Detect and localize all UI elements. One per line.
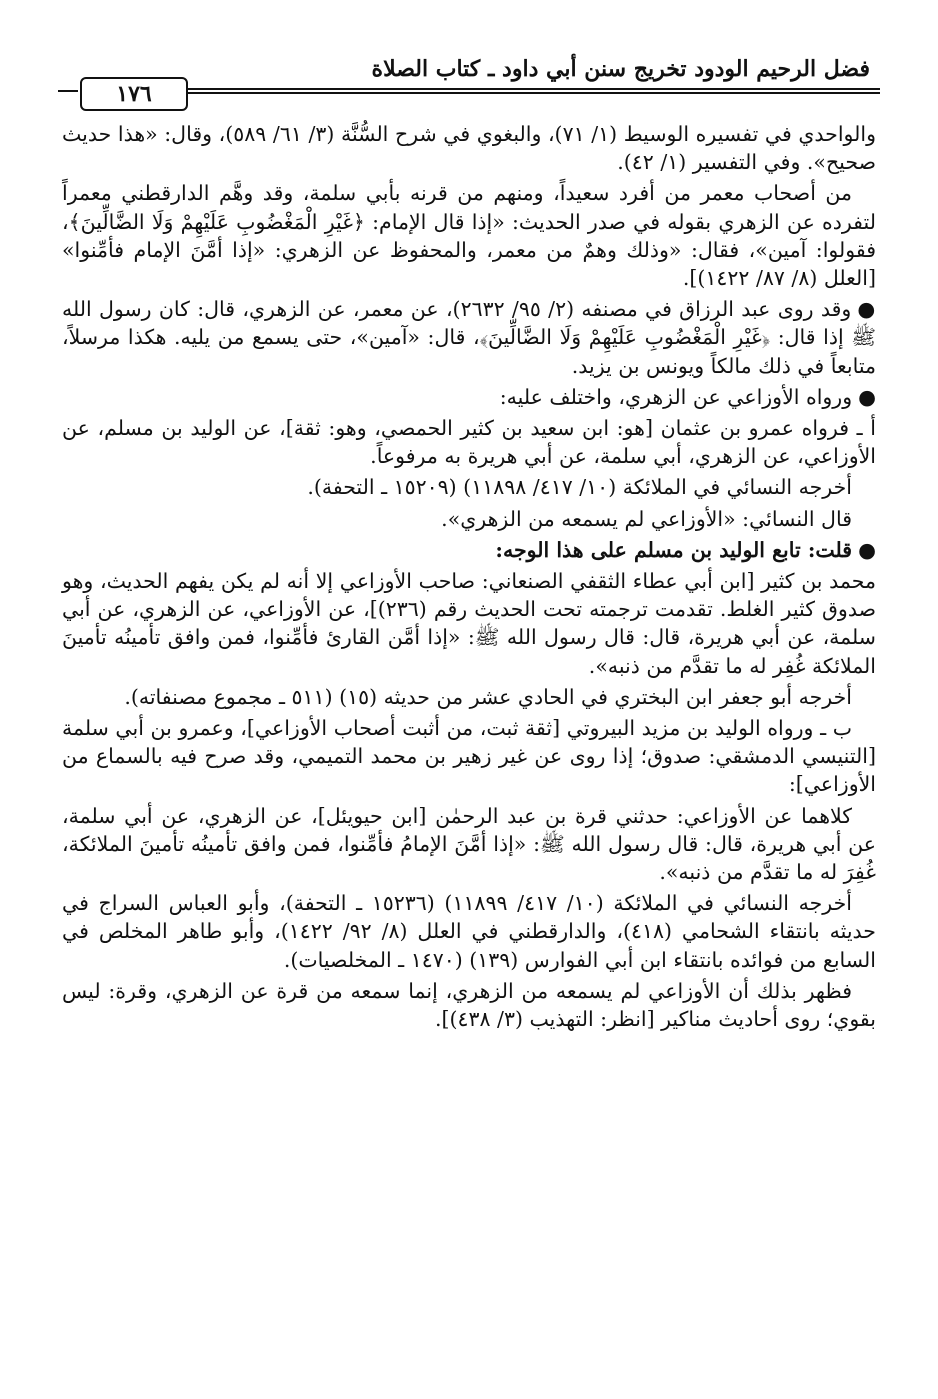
paragraph-11: ب ـ ورواه الوليد بن مزيد البيروتي [ثقة ثبت، من أثبت أصحاب الأوزاعي]، وعمرو بن أبي سلمة [التنيسي الدمشقي: صدوق؛ إذا روى عن غير زهير بن محمد التميمي، وقد صرح فيه بالسماع من الأوزاعي]:	[62, 716, 876, 797]
paragraph-5: أ ـ فرواه عمرو بن عثمان [هو: ابن سعيد بن كثير الحمصي، وهو: ثقة]، عن الوليد بن مسلم، عن الأوزاعي، عن الزهري، أبي سلمة، عن أبي هريرة به مرفوعاً.	[62, 416, 876, 469]
paragraph-1: والواحدي في تفسيره الوسيط (١/ ٧١)، والبغوي في شرح السُّنَّة (٣/ ٦١/ ٥٨٩)، وقال: «هذا حديث صحيح». وفي التفسير (١/ ٤٢).	[62, 122, 876, 175]
paragraph-8	[62, 536, 876, 564]
header-rule-left	[58, 90, 78, 92]
paragraph-12: كلاهما عن الأوزاعي: حدثني قرة بن عبد الرحمٰن [ابن حيويئل]، عن الزهري، عن أبي سلمة، عن أبي هريرة، قال: قال رسول الله ﷺ: «إذا أمَّنَ الإمامُ فأمِّنوا، فمن وافق تأمينُه تأمينَ الملائكة، غُفِرَ له ما تقدَّم من ذنبه».	[62, 803, 876, 885]
page-body	[62, 120, 876, 1370]
bullet-icon: ●	[858, 384, 876, 409]
paragraph-4	[62, 383, 876, 411]
paragraph-8-text: قلت: تابع الوليد بن مسلم على هذا الوجه:	[495, 537, 853, 562]
paragraph-7: قال النسائي: «الأوزاعي لم يسمعه من الزهري».	[441, 506, 852, 531]
page-header	[58, 54, 880, 107]
page-number-badge	[80, 77, 188, 111]
paragraph-6: أخرجه النسائي في الملائكة (١٠/ ٤١٧/ ١١٨٩٨) (١٥٢٠٩ ـ التحفة).	[307, 475, 852, 500]
bullet-icon: ●	[858, 537, 876, 562]
bullet-icon: ●	[857, 297, 876, 322]
paragraph-14: فظهر بذلك أن الأوزاعي لم يسمعه من الزهري، إنما سمعه من قرة عن الزهري، وقرة: ليس بقوي؛ روى أحاديث مناكير [انظر: التهذيب (٣/ ٤٣٨)].	[62, 978, 876, 1032]
paragraph-4-text: ورواه الأوزاعي عن الزهري، واختلف عليه:	[499, 384, 853, 409]
page-number: ١٧٦	[116, 81, 152, 107]
running-title: فضل الرحيم الودود تخريج سنن أبي داود ـ كتاب الصلاة	[371, 56, 870, 82]
paragraph-9: محمد بن كثير [ابن أبي عطاء الثقفي الصنعاني: صاحب الأوزاعي إلا أنه لم يكن يفهم الحديث، وهو صدوق كثير الغلط. تقدمت ترجمته تحت الحديث رقم (٢٣٦)]، عن الأوزاعي، عن الزهري، عن أبي سلمة، عن أبي هريرة، قال: قال رسول الله ﷺ: «إذا أمَّن القارئ فأمِّنوا، فمن وافق تأمينُه تأمينَ الملائكة غُفِر له ما تقدَّم من ذنبه».	[62, 569, 876, 678]
header-rule	[183, 88, 880, 90]
header-rule-double	[183, 92, 880, 94]
paragraph-2: من أصحاب معمر من أفرد سعيداً، ومنهم من قرنه بأبي سلمة، وقد وهَّم الدارقطني معمراً لتفرده عن الزهري بقوله في صدر الحديث: «إذا قال الإمام: ﴿غَيْرِ الْمَغْضُوبِ عَلَيْهِمْ وَلَا الضَّالِّينَ﴾، فقولوا: آمين»، فقال: «وذلك وهمٌ من معمر، والمحفوظ عن الزهري: «إذا أمَّنَ الإمام فأمِّنوا» [العلل (٨/ ٨٧/ ١٤٢٢)].	[62, 181, 876, 291]
paragraph-3	[62, 295, 876, 380]
paragraph-13: أخرجه النسائي في الملائكة (١٠/ ٤١٧/ ١١٨٩٩) (١٥٢٣٦ ـ التحفة)، وأبو العباس السراج في حديثه بانتقاء الشحامي (٤١٨)، والدارقطني في العلل (٨/ ٩٢/ ١٤٢٢)، وأبو طاهر المخلص في السابع من فوائده بانتقاء ابن أبي الفوارس (١٣٩) (١٤٧٠ ـ المخلصيات).	[62, 891, 876, 972]
paragraph-10: أخرجه أبو جعفر ابن البختري في الحادي عشر من حديثه (١٥) (٥١١ ـ مجموع مصنفاته).	[124, 684, 852, 709]
paragraph-3-text: وقد روى عبد الرزاق في مصنفه (٢/ ٩٥/ ٢٦٣٢)، عن معمر، عن الزهري، قال: كان رسول الله ﷺ إذا قال: ﴿غَيْرِ الْمَغْضُوبِ عَلَيْهِمْ وَلَا الضَّالِّينَ﴾، قال: «آمين»، حتى يسمع من يليه. هكذا مرسلاً، متابعاً في ذلك مالكاً ويونس بن يزيد.	[62, 297, 876, 378]
